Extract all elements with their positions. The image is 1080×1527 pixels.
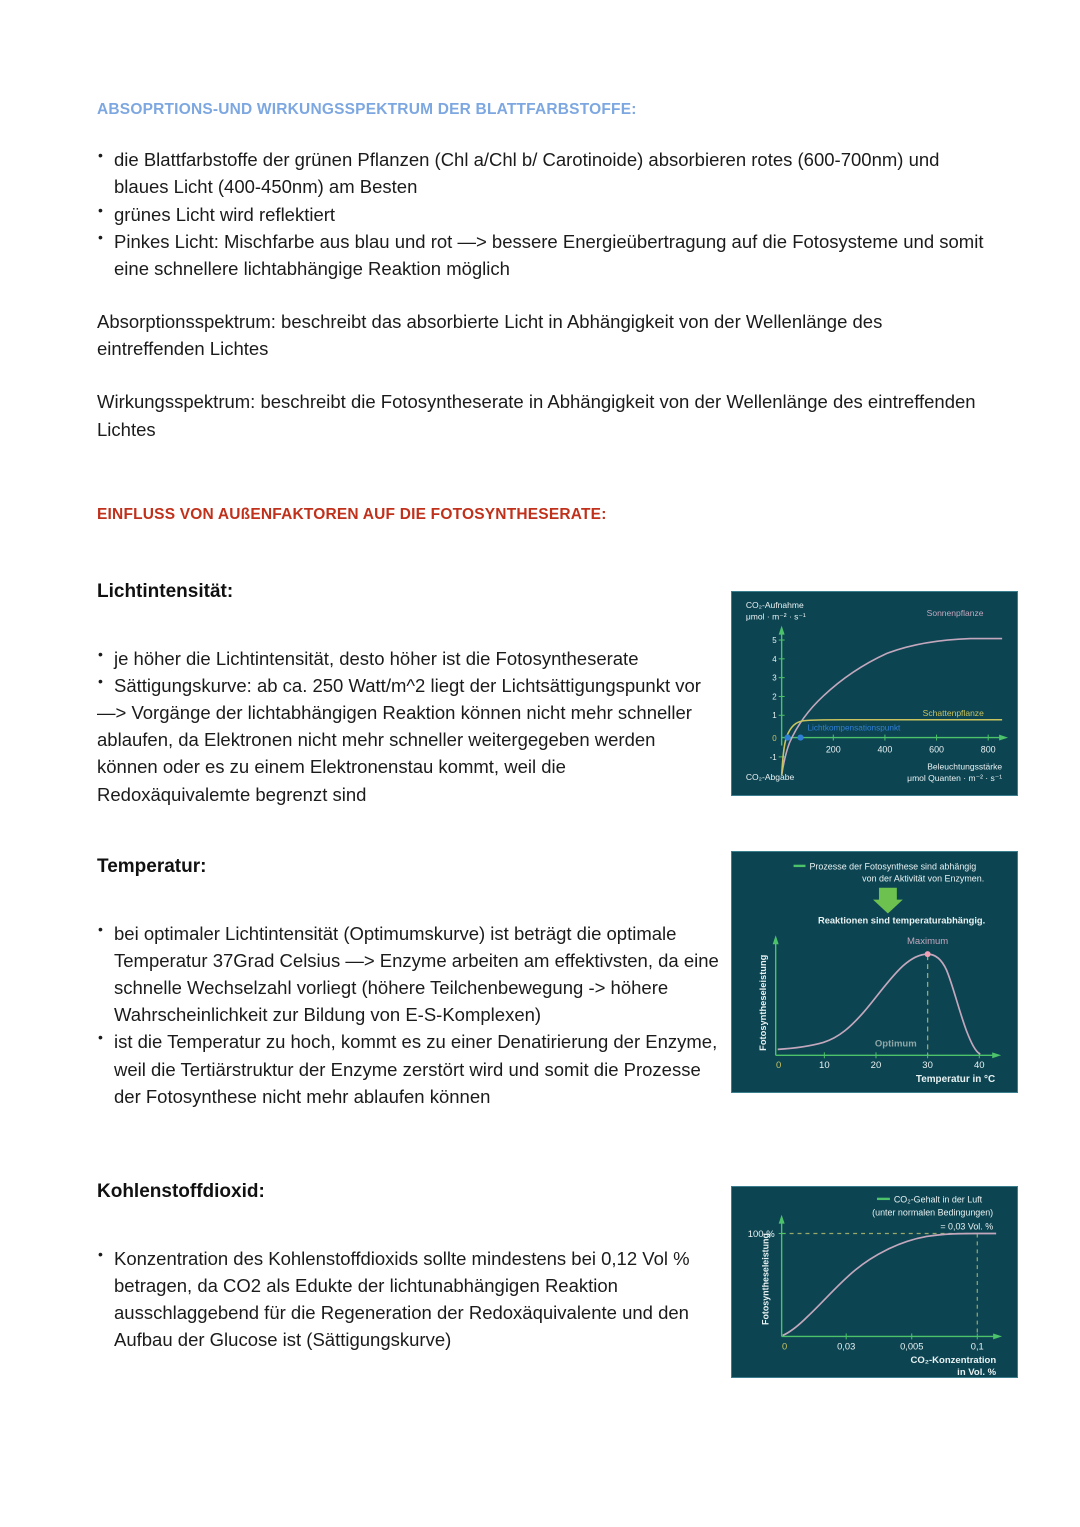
x-tick-10: 10 bbox=[819, 1060, 830, 1072]
list-item: • Konzentration des Kohlenstoffdioxids sollte mindestens bei 0,12 Vol % betragen, da CO2 als Edukte der lichtunabhängigen Reaktion ausschlaggebend für die Regeneration der Redoxäquivalente und den Aufbau der Glucose ist (Sättigungskurve) bbox=[97, 1245, 722, 1354]
x-axis-title: Temperatur in °C bbox=[915, 1074, 996, 1086]
x-axis-ticks bbox=[826, 744, 996, 754]
x-axis-title-line1: CO₂-Konzentration bbox=[910, 1355, 997, 1367]
list-item: • ist die Temperatur zu hoch, kommt es zu einer Denatirierung der Enzyme, weil die Tertiärstruktur der Enzyme zerstört wird und somit die Prozesse der Fotosynthese nicht mehr ablaufen können bbox=[97, 1028, 722, 1110]
co2-response-svg bbox=[732, 1187, 1017, 1377]
y-tick-3: 3 bbox=[772, 673, 777, 683]
x-tick-003: 0,03 bbox=[837, 1341, 856, 1352]
x-tick-30: 30 bbox=[922, 1060, 933, 1072]
fotosyntheseleistung-curve bbox=[783, 1234, 997, 1336]
x-tick-0: 0 bbox=[782, 1341, 788, 1352]
optimum-label: Optimum bbox=[874, 1038, 917, 1050]
x-axis-title-line2: μmol Quanten · m⁻² · s⁻¹ bbox=[907, 773, 1003, 784]
temperature-heading: Temperatur: bbox=[97, 856, 207, 877]
temperature-bullet-list bbox=[97, 920, 722, 1110]
co2-response-chart bbox=[731, 1186, 1018, 1378]
light-intensity-heading: Lichtintensität: bbox=[97, 581, 234, 602]
y-tick-2: 2 bbox=[772, 692, 777, 702]
x-axis-title-line1: Beleuchtungsstärke bbox=[927, 761, 1003, 772]
co2-section bbox=[97, 1180, 722, 1353]
maximum-marker bbox=[925, 951, 931, 957]
lichtkompensationspunkt-label: Lichtkompensationspunkt bbox=[807, 723, 901, 733]
x-tick-0005: 0,005 bbox=[900, 1341, 924, 1352]
y-axis-bottom-label: CO₂-Abgabe bbox=[745, 772, 795, 783]
down-arrow-icon bbox=[873, 888, 903, 914]
co2-bullet-list bbox=[97, 1245, 722, 1354]
light-intensity-note: —> Vorgänge der lichtabhängigen Reaktion können nicht mehr schneller ablaufen, da Elektronen nicht mehr schneller weitergegeben werden können oder es zu einem Elektronenstau kommt, weil die Redoxäquivalemte begrenzt sind bbox=[97, 702, 692, 805]
y-tick-minus1: -1 bbox=[769, 752, 777, 762]
light-intensity-section bbox=[97, 580, 707, 808]
y-axis-title: Fotosyntheseleistung bbox=[760, 1233, 771, 1325]
x-tick-600: 600 bbox=[929, 744, 945, 755]
legend-line-2: (unter normalen Bedingungen) bbox=[872, 1207, 994, 1218]
sonnenpflanze-label: Sonnenpflanze bbox=[926, 607, 984, 618]
y-tick-100-percent: 100 % bbox=[747, 1228, 775, 1240]
y-tick-4: 4 bbox=[772, 654, 777, 664]
y-tick-5: 5 bbox=[772, 636, 777, 645]
factors-heading: EINFLUSS VON AUßENFAKTOREN AUF DIE FOTOSYNTHESERATE: bbox=[97, 505, 607, 523]
wirkung-definition: Wirkungsspektrum: beschreibt die Fotosyntheserate in Abhängigkeit von der Wellenlänge des eintreffenden Lichtes bbox=[97, 391, 976, 440]
y-tick-1: 1 bbox=[772, 711, 777, 721]
y-axis-title-line1: CO₂-Aufnahme bbox=[745, 599, 804, 610]
list-item: • die Blattfarbstoffe der grünen Pflanzen (Chl a/Chl b/ Carotinoide) absorbieren rotes (600-700nm) und blaues Licht (400-450nm) am Besten bbox=[97, 146, 987, 200]
y-axis-title: Fotosyntheseleistung bbox=[757, 954, 768, 1051]
y-axis-ticks bbox=[770, 636, 778, 762]
co2-heading: Kohlenstoffdioxid: bbox=[97, 1181, 265, 1202]
y-tick-0: 0 bbox=[772, 734, 777, 744]
lichtkompensationspunkt-marker-1 bbox=[785, 734, 791, 740]
legend-line-1: CO₂-Gehalt in der Luft bbox=[893, 1194, 983, 1205]
legend-line-3: = 0,03 Vol. % bbox=[940, 1221, 994, 1232]
legend-line-3: Reaktionen sind temperaturabhängig. bbox=[817, 915, 986, 926]
x-tick-40: 40 bbox=[973, 1060, 985, 1072]
list-item: • bei optimaler Lichtintensität (Optimumskurve) ist beträgt die optimale Temperatur 37Grad Celsius —> Enzyme arbeiten am effektivsten, da eine schnelle Wechselzahl vorliegt (höhere Teilchenbewegung -> höhere Wahrscheinlichkeit zur Bildung von E-S-Komplexen) bbox=[97, 920, 722, 1029]
x-tick-20: 20 bbox=[870, 1060, 882, 1072]
spectrum-heading: ABSOPRTIONS-UND WIRKUNGSSPEKTRUM DER BLATTFARBSTOFFE: bbox=[97, 101, 637, 118]
list-item: • Pinkes Licht: Mischfarbe aus blau und rot —> bessere Energieübertragung auf die Fotosysteme und somit eine schnellere lichtabhängige Reaktion möglich bbox=[97, 228, 987, 282]
list-item: • grünes Licht wird reflektiert bbox=[97, 201, 987, 228]
maximum-label: Maximum bbox=[906, 936, 949, 948]
spectrum-section bbox=[97, 100, 987, 525]
light-intensity-bullet-list bbox=[97, 645, 707, 808]
x-axis-ticks bbox=[782, 1341, 984, 1351]
list-item: • je höher die Lichtintensität, desto höher ist die Fotosyntheserate bbox=[97, 645, 707, 672]
legend-line-2: von der Aktivität von Enzymen. bbox=[862, 873, 985, 884]
x-tick-0: 0 bbox=[776, 1060, 782, 1072]
temperature-response-chart bbox=[731, 851, 1018, 1093]
absorption-definition: Absorptionsspektrum: beschreibt das absorbierte Licht in Abhängigkeit von der Wellenlänge des eintreffenden Lichtes bbox=[97, 311, 883, 360]
lichtkompensationspunkt-marker-2 bbox=[797, 734, 803, 740]
x-tick-400: 400 bbox=[877, 744, 893, 755]
light-response-svg bbox=[732, 592, 1017, 795]
temperature-section bbox=[97, 855, 722, 1110]
x-tick-01: 0,1 bbox=[970, 1341, 984, 1352]
schattenpflanze-label: Schattenpflanze bbox=[922, 707, 984, 718]
legend-line-1: Prozesse der Fotosynthese sind abhängig bbox=[809, 861, 977, 872]
x-axis-ticks bbox=[776, 1060, 985, 1071]
list-item: • Sättigungskurve: ab ca. 250 Watt/m^2 liegt der Lichtsättigungspunkt vor bbox=[97, 672, 707, 699]
y-axis-title-line2: μmol · m⁻² · s⁻¹ bbox=[745, 611, 806, 622]
x-axis-title-line2: in Vol. % bbox=[957, 1367, 997, 1377]
x-tick-800: 800 bbox=[980, 744, 996, 755]
spectrum-bullet-list bbox=[97, 146, 987, 282]
temperature-response-svg bbox=[732, 852, 1017, 1092]
light-response-chart bbox=[731, 591, 1018, 796]
x-tick-200: 200 bbox=[825, 744, 841, 755]
